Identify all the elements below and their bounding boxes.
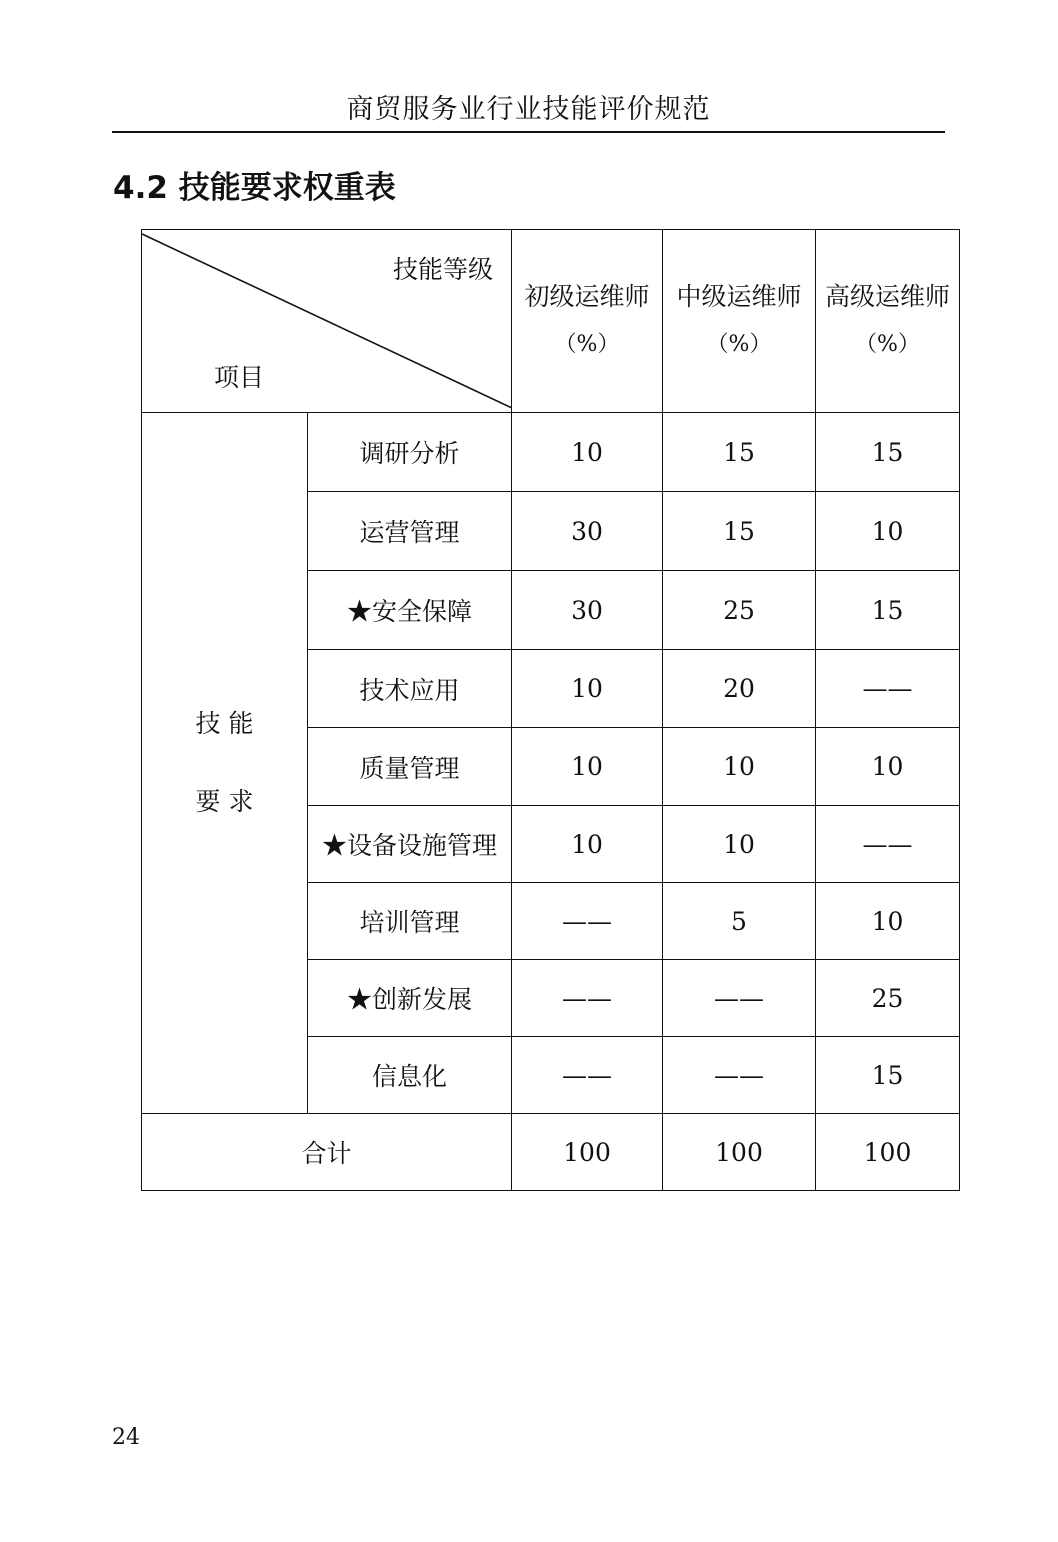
- intermediate-value: 10: [663, 806, 816, 883]
- item-name: 质量管理: [308, 728, 512, 806]
- running-head-rule: [112, 131, 945, 133]
- senior-total: 100: [816, 1114, 960, 1191]
- level-header-senior: [816, 230, 960, 413]
- intermediate-total: 100: [663, 1114, 816, 1191]
- junior-value: ——: [512, 1037, 663, 1114]
- senior-value: ——: [816, 650, 960, 728]
- senior-value: 15: [816, 571, 960, 650]
- item-name: ★安全保障: [308, 571, 512, 650]
- junior-value: 30: [512, 492, 663, 571]
- intermediate-value: 15: [663, 492, 816, 571]
- junior-value: 30: [512, 571, 663, 650]
- item-name: 培训管理: [308, 883, 512, 960]
- section-title: 4.2 技能要求权重表: [113, 170, 396, 206]
- junior-value: 10: [512, 650, 663, 728]
- table-row: [142, 413, 960, 492]
- skill-level-header: 技能等级: [392, 255, 493, 284]
- item-name: 技术应用: [308, 650, 512, 728]
- level-unit: （%）: [706, 332, 772, 357]
- intermediate-value: ——: [663, 1037, 816, 1114]
- junior-value: ——: [512, 960, 663, 1037]
- level-header-junior: [512, 230, 663, 413]
- level-name: 初级运维师: [524, 282, 650, 311]
- intermediate-value: ——: [663, 960, 816, 1037]
- item-name: 调研分析: [308, 413, 512, 492]
- intermediate-value: 25: [663, 571, 816, 650]
- running-head: 商贸服务业行业技能评价规范: [346, 94, 711, 125]
- total-label: 合计: [142, 1114, 512, 1191]
- level-unit: （%）: [855, 332, 920, 357]
- senior-value: 10: [816, 728, 960, 806]
- item-name: 信息化: [308, 1037, 512, 1114]
- skill-weight-table: [141, 229, 960, 1191]
- table-header-row: [142, 230, 960, 413]
- total-row: [142, 1114, 960, 1191]
- level-unit: （%）: [554, 332, 620, 357]
- intermediate-value: 15: [663, 413, 816, 492]
- intermediate-value: 5: [663, 883, 816, 960]
- junior-value: 10: [512, 806, 663, 883]
- junior-value: 10: [512, 413, 663, 492]
- item-header: 项目: [214, 363, 265, 392]
- senior-value: ——: [816, 806, 960, 883]
- item-name: ★设备设施管理: [308, 806, 512, 883]
- item-name: ★创新发展: [308, 960, 512, 1037]
- item-name: 运营管理: [308, 492, 512, 571]
- skill-requirement-group-label: 技 能 要 求: [142, 413, 308, 1114]
- senior-value: 10: [816, 883, 960, 960]
- junior-value: 10: [512, 728, 663, 806]
- intermediate-value: 10: [663, 728, 816, 806]
- senior-value: 25: [816, 960, 960, 1037]
- senior-value: 10: [816, 492, 960, 571]
- junior-value: ——: [512, 883, 663, 960]
- level-name: 中级运维师: [676, 282, 802, 311]
- level-name: 高级运维师: [824, 282, 950, 311]
- diagonal-header-cell: [142, 230, 512, 413]
- junior-total: 100: [512, 1114, 663, 1191]
- page-number: 24: [112, 1425, 140, 1450]
- level-header-intermediate: [663, 230, 816, 413]
- senior-value: 15: [816, 413, 960, 492]
- intermediate-value: 20: [663, 650, 816, 728]
- senior-value: 15: [816, 1037, 960, 1114]
